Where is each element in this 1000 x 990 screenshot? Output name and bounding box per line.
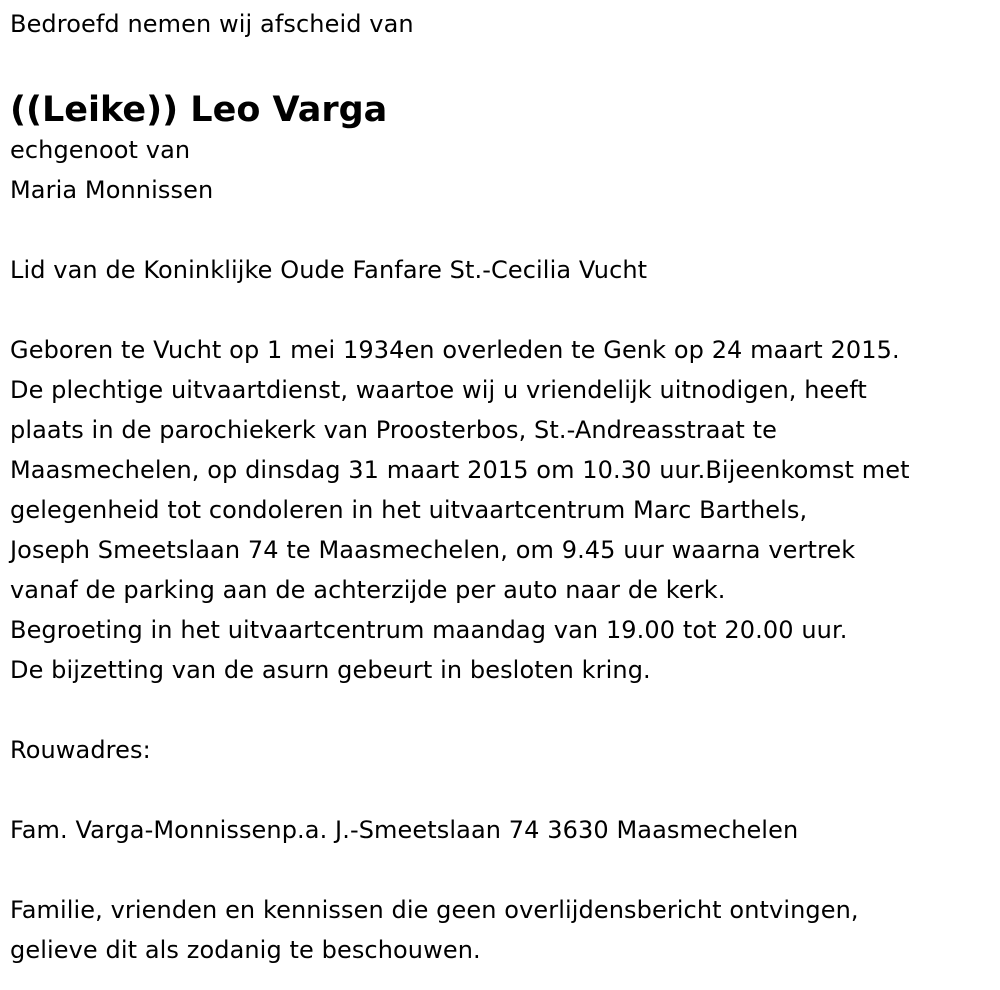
death-notice <box>10 0 995 970</box>
spouse-block <box>10 130 995 210</box>
body-line: De plechtige uitvaartdienst, waartoe wij u vriendelijk uitnodigen, heeft <box>10 376 867 404</box>
spacer <box>10 850 995 890</box>
spouse-label: echgenoot van <box>10 136 191 164</box>
mourning-address: Fam. Varga-Monnissenp.a. J.-Smeetslaan 74 3630 Maasmechelen <box>10 816 799 844</box>
spouse-name: Maria Monnissen <box>10 176 214 204</box>
spacer <box>10 690 995 730</box>
address-label: Rouwadres: <box>10 736 151 764</box>
closing-line: Familie, vrienden en kennissen die geen overlijdensbericht ontvingen, <box>10 896 859 924</box>
spacer <box>10 770 995 810</box>
body-line: De bijzetting van de asurn gebeurt in besloten kring. <box>10 656 651 684</box>
body-line: Joseph Smeetslaan 74 te Maasmechelen, om 9.45 uur waarna vertrek <box>10 536 856 564</box>
body-line: vanaf de parking aan de achterzijde per auto naar de kerk. <box>10 576 726 604</box>
body-line: Maasmechelen, op dinsdag 31 maart 2015 om 10.30 uur.Bijeenkomst met <box>10 456 910 484</box>
spacer <box>10 290 995 330</box>
body-line: gelegenheid tot condoleren in het uitvaartcentrum Marc Barthels, <box>10 496 808 524</box>
closing-line: gelieve dit als zodanig te beschouwen. <box>10 936 481 964</box>
body-line: Geboren te Vucht op 1 mei 1934en overleden te Genk op 24 maart 2015. <box>10 336 900 364</box>
intro-text: Bedroefd nemen wij afscheid van <box>10 10 414 38</box>
membership-text: Lid van de Koninklijke Oude Fanfare St.-Cecilia Vucht <box>10 256 648 284</box>
deceased-name: ((Leike)) Leo Varga <box>10 90 388 130</box>
body-line: plaats in de parochiekerk van Proosterbos, St.-Andreasstraat te <box>10 416 778 444</box>
spacer <box>10 210 995 250</box>
body-line: Begroeting in het uitvaartcentrum maandag van 19.00 tot 20.00 uur. <box>10 616 848 644</box>
funeral-details <box>10 330 995 690</box>
closing-note <box>10 890 995 970</box>
